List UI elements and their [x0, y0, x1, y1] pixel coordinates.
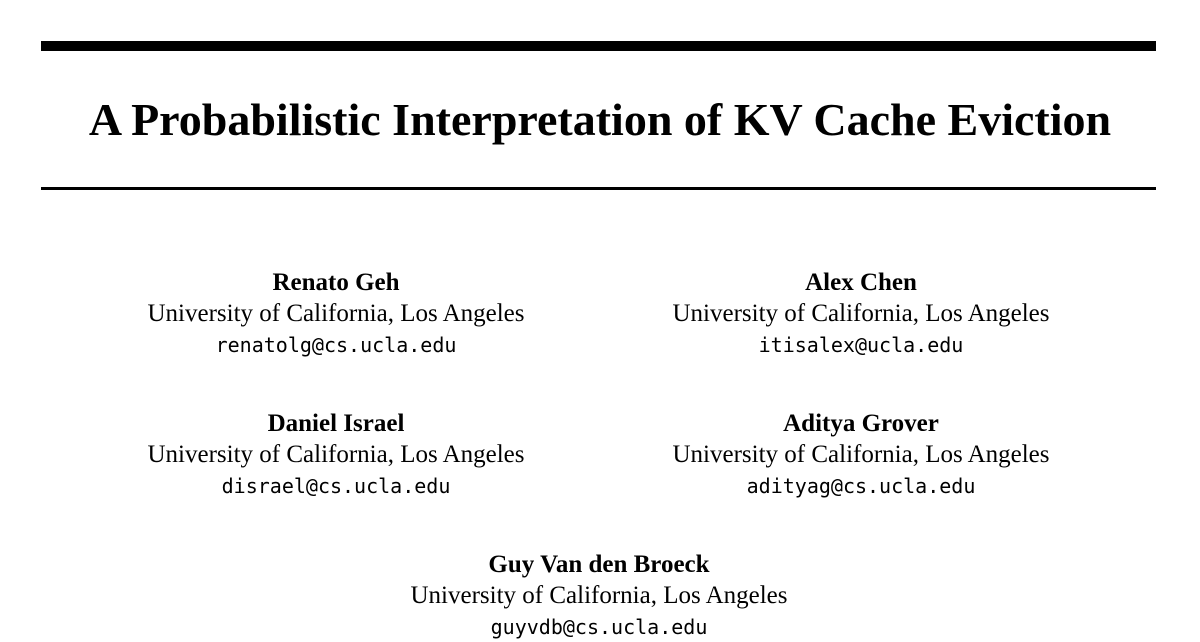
author-affiliation: University of California, Los Angeles [672, 300, 1050, 327]
author-email[interactable]: guyvdb@cs.ucla.edu [490, 615, 708, 639]
author-email[interactable]: disrael@cs.ucla.edu [221, 474, 451, 498]
author-email[interactable]: adityag@cs.ucla.edu [746, 474, 976, 498]
title-top-rule [41, 41, 1156, 51]
author-email[interactable]: itisalex@ucla.edu [758, 333, 964, 357]
title-bottom-rule [41, 187, 1156, 190]
author-block [76, 409, 596, 501]
author-name: Aditya Grover [783, 410, 939, 437]
author-name: Renato Geh [272, 269, 400, 296]
author-affiliation: University of California, Los Angeles [147, 441, 525, 468]
paper-title: A Probabilistic Interpretation of KV Cache Eviction [88, 94, 1112, 145]
author-email[interactable]: renatolg@cs.ucla.edu [215, 333, 457, 357]
author-affiliation: University of California, Los Angeles [147, 300, 525, 327]
author-block [76, 268, 596, 360]
author-name: Alex Chen [805, 269, 917, 296]
author-name: Guy Van den Broeck [488, 551, 710, 578]
author-block [339, 550, 859, 642]
author-name: Daniel Israel [267, 410, 405, 437]
author-block [601, 268, 1121, 360]
author-affiliation: University of California, Los Angeles [410, 582, 788, 609]
author-block [601, 409, 1121, 501]
author-affiliation: University of California, Los Angeles [672, 441, 1050, 468]
